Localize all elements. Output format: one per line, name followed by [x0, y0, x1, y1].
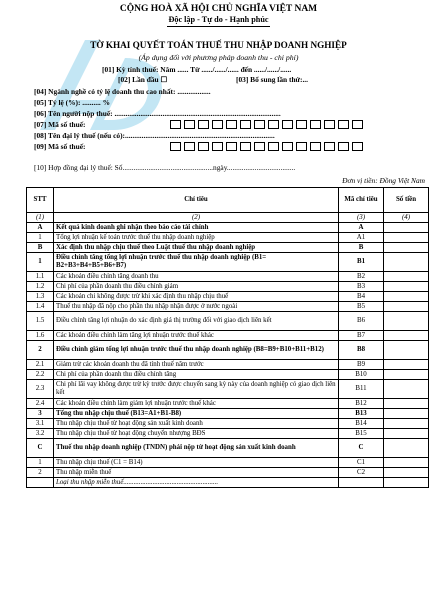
field-agent-contract: [10] Hợp đồng đại lý thuế: Số.................................................ngày.....................................: [34, 163, 296, 172]
field-taxpayer-name: [06] Tên người nộp thuế: ..........................................................................................: [34, 109, 281, 118]
row-stt: 2.4: [27, 399, 54, 409]
row-amount[interactable]: [384, 302, 429, 312]
row-label: Điều chỉnh tăng tổng lợi nhuận trước thuế thu nhập doanh nghiệp (B1= B2+B3+B4+B5+B6+B7): [54, 253, 339, 272]
row-label: Các khoản điều chỉnh làm giảm lợi nhuận trước thuế khác: [54, 399, 339, 409]
row-code: B4: [339, 292, 384, 302]
row-label: Thu nhập miễn thuế: [54, 468, 339, 478]
row-stt: 1.4: [27, 302, 54, 312]
country-header: CỘNG HOÀ XÃ HỘI CHỦ NGHĨA VIỆT NAM: [119, 4, 318, 14]
motto-underline: [167, 26, 270, 27]
row-stt: 1: [27, 233, 54, 243]
field-tax-code: [07] Mã số thuế:: [34, 120, 86, 129]
row-stt: 1.1: [27, 272, 54, 282]
table-row: [27, 380, 429, 399]
table-row: [27, 370, 429, 380]
row-code: A1: [339, 233, 384, 243]
row-stt: 1: [27, 253, 54, 272]
index-cell: (2): [54, 213, 339, 223]
table-row: [27, 282, 429, 292]
row-amount[interactable]: [384, 370, 429, 380]
row-label: Thuế thu nhập đã nộp cho phần thu nhập nhận được ở nước ngoài: [54, 302, 339, 312]
row-stt: [27, 478, 54, 488]
form-subtitle: (Áp dụng đối với phương pháp doanh thu - chi phí): [138, 53, 299, 62]
form-title: TỜ KHAI QUYẾT TOÁN THUẾ THU NHẬP DOANH NGHIỆP: [90, 40, 347, 50]
row-stt: 2.1: [27, 360, 54, 370]
field-main-industry: [04] Ngành nghề có tỷ lệ doanh thu cao nhất: ..................: [34, 87, 211, 96]
row-label: Điều chỉnh giảm tổng lợi nhuận trước thuế thu nhập doanh nghiệp (B8=B9+B10+B11+B12): [54, 341, 339, 360]
table-row: [27, 360, 429, 370]
table-row: [27, 302, 429, 312]
row-amount[interactable]: [384, 341, 429, 360]
row-code: B8: [339, 341, 384, 360]
row-amount[interactable]: [384, 331, 429, 341]
row-label: Chi phí lãi vay không được trừ kỳ trước được chuyển sang kỳ này của doanh nghiệp có giao dịch liên kết: [54, 380, 339, 399]
table-row: [27, 478, 429, 488]
row-label: Kết quả kinh doanh ghi nhận theo báo cáo tài chính: [54, 223, 339, 233]
field-first-time: [02] Lần đầu ☐: [118, 75, 168, 84]
row-label: Tổng lợi nhuận kế toán trước thuế thu nhập doanh nghiệp: [54, 233, 339, 243]
row-amount[interactable]: [384, 468, 429, 478]
currency-unit: Đơn vị tiền: Đồng Việt Nam: [342, 176, 425, 185]
row-code: B11: [339, 380, 384, 399]
row-stt: 1.5: [27, 312, 54, 331]
table-row: [27, 429, 429, 439]
row-label: Các khoản chi không được trừ khi xác định thu nhập chịu thuế: [54, 292, 339, 302]
row-stt: B: [27, 243, 54, 253]
row-code: C2: [339, 468, 384, 478]
col-code: Mã chỉ tiêu: [339, 188, 384, 213]
row-amount[interactable]: [384, 360, 429, 370]
row-code: B1: [339, 253, 384, 272]
motto: Độc lập - Tự do - Hạnh phúc: [168, 15, 269, 24]
row-label: Các khoản điều chỉnh làm tăng lợi nhuận trước thuế khác: [54, 331, 339, 341]
row-stt: 3.2: [27, 429, 54, 439]
row-stt: 1: [27, 458, 54, 468]
col-criteria: Chỉ tiêu: [54, 188, 339, 213]
row-amount[interactable]: [384, 458, 429, 468]
index-cell: (3): [339, 213, 384, 223]
row-label: Thu nhập chịu thuế (C1 = B14): [54, 458, 339, 468]
row-amount[interactable]: [384, 478, 429, 488]
row-amount[interactable]: [384, 243, 429, 253]
row-code: B2: [339, 272, 384, 282]
table-row: [27, 399, 429, 409]
row-amount[interactable]: [384, 409, 429, 419]
table-row: [27, 419, 429, 429]
table-row: [27, 312, 429, 331]
row-code: A: [339, 223, 384, 233]
row-stt: 2: [27, 468, 54, 478]
row-label: Loại thu nhập miễn thuế.......................................................: [54, 478, 339, 488]
table-row: [27, 341, 429, 360]
row-code: B7: [339, 331, 384, 341]
row-stt: 1.3: [27, 292, 54, 302]
row-code: B6: [339, 312, 384, 331]
row-code: B3: [339, 282, 384, 292]
row-label: Chi phí của phần doanh thu điều chỉnh tăng: [54, 370, 339, 380]
table-row: [27, 331, 429, 341]
field-tax-period: [01] Kỳ tính thuế: Năm ...... Từ ....../....../...... đến ....../....../......: [102, 65, 292, 74]
row-stt: 3.1: [27, 419, 54, 429]
row-code: B12: [339, 399, 384, 409]
agent-tax-code-boxes[interactable]: [170, 142, 366, 151]
row-stt: 2.2: [27, 370, 54, 380]
row-code: B15: [339, 429, 384, 439]
row-label: Xác định thu nhập chịu thuế theo Luật thuế thu nhập doanh nghiệp: [54, 243, 339, 253]
table-row: [27, 233, 429, 243]
row-amount[interactable]: [384, 439, 429, 458]
field-agent-tax-code: [09] Mã số thuế:: [34, 142, 86, 151]
row-amount[interactable]: [384, 233, 429, 243]
row-stt: 1.2: [27, 282, 54, 292]
row-code: B13: [339, 409, 384, 419]
row-label: Điều chỉnh tăng lợi nhuận do xác định giá thị trường đối với giao dịch liên kết: [54, 312, 339, 331]
row-amount[interactable]: [384, 312, 429, 331]
row-amount[interactable]: [384, 223, 429, 233]
row-code: C: [339, 439, 384, 458]
row-amount[interactable]: [384, 429, 429, 439]
table-row: [27, 223, 429, 233]
row-code: [339, 478, 384, 488]
row-amount[interactable]: [384, 272, 429, 282]
row-amount[interactable]: [384, 380, 429, 399]
row-label: Tổng thu nhập chịu thuế (B13=A1+B1-B8): [54, 409, 339, 419]
row-code: B5: [339, 302, 384, 312]
row-amount[interactable]: [384, 282, 429, 292]
table-row: [27, 272, 429, 282]
index-cell: (1): [27, 213, 54, 223]
row-amount[interactable]: [384, 292, 429, 302]
field-supplement: [03] Bổ sung lần thứ:...: [236, 75, 308, 84]
field-ratio: [05] Tỷ lệ (%): .......... %: [34, 98, 111, 107]
table-row: [27, 458, 429, 468]
declaration-table: [26, 187, 429, 488]
table-row: [27, 409, 429, 419]
row-code: C1: [339, 458, 384, 468]
row-label: Các khoản điều chỉnh tăng doanh thu: [54, 272, 339, 282]
table-row: [27, 253, 429, 272]
col-stt: STT: [27, 188, 54, 213]
row-stt: 1.6: [27, 331, 54, 341]
index-cell: (4): [384, 213, 429, 223]
field-agent-name: [08] Tên đại lý thuế (nếu có):.................................................................................: [34, 131, 275, 140]
table-row: [27, 439, 429, 458]
row-code: B10: [339, 370, 384, 380]
row-label: Chi phí của phần doanh thu điều chỉnh giảm: [54, 282, 339, 292]
row-label: Thu nhập chịu thuế từ hoạt động sản xuất kinh doanh: [54, 419, 339, 429]
row-label: Thuế thu nhập doanh nghiệp (TNDN) phải nộp từ hoạt động sản xuất kinh doanh: [54, 439, 339, 458]
table-row: [27, 243, 429, 253]
row-stt: A: [27, 223, 54, 233]
row-label: Thu nhập chịu thuế từ hoạt động chuyển nhượng BĐS: [54, 429, 339, 439]
row-code: B14: [339, 419, 384, 429]
row-amount[interactable]: [384, 399, 429, 409]
row-stt: C: [27, 439, 54, 458]
row-stt: 2: [27, 341, 54, 360]
tax-code-boxes[interactable]: [170, 120, 366, 129]
row-amount[interactable]: [384, 253, 429, 272]
row-amount[interactable]: [384, 419, 429, 429]
row-stt: 2.3: [27, 380, 54, 399]
row-label: Giảm trừ các khoản doanh thu đã tính thuế năm trước: [54, 360, 339, 370]
row-stt: 3: [27, 409, 54, 419]
row-code: B: [339, 243, 384, 253]
row-code: B9: [339, 360, 384, 370]
table-row: [27, 292, 429, 302]
table-row: [27, 468, 429, 478]
col-amount: Số tiền: [384, 188, 429, 213]
